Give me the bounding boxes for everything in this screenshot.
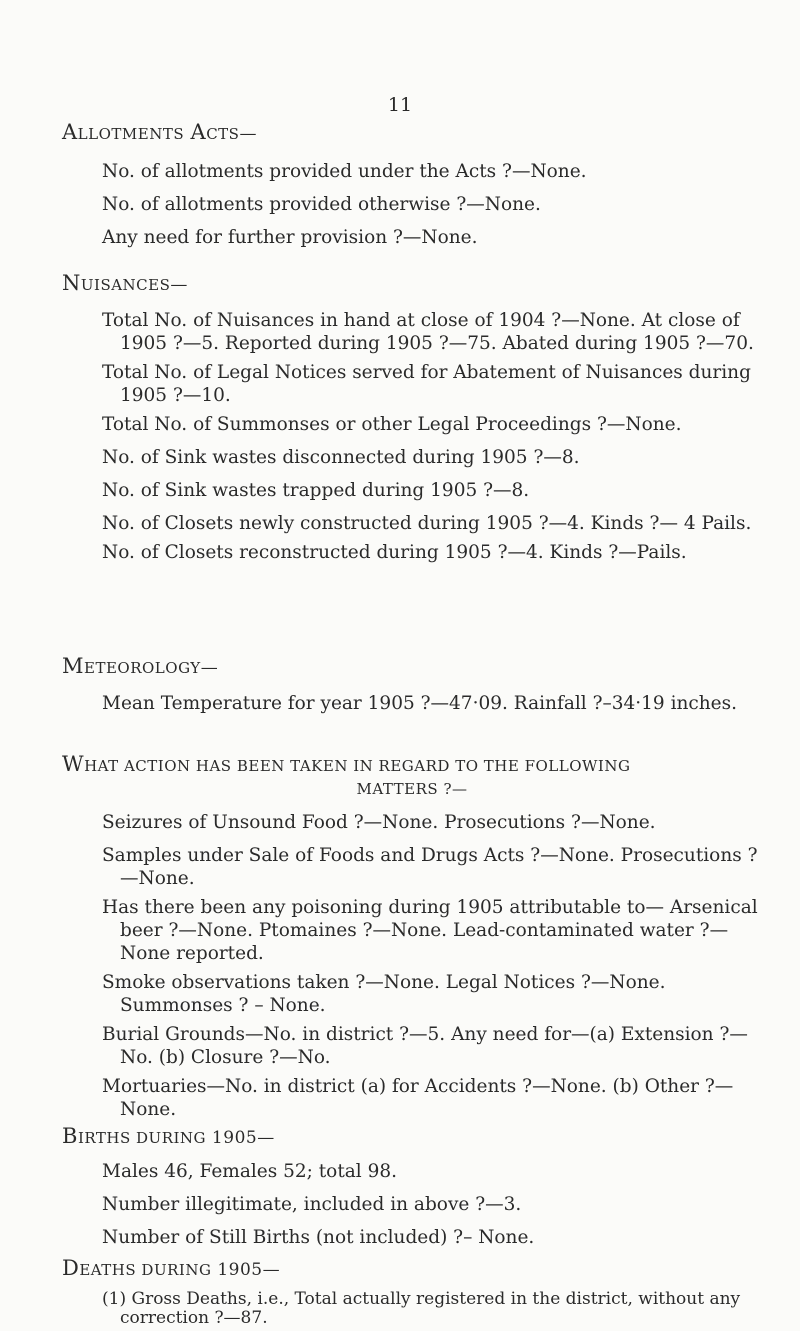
section-deaths bbox=[62, 1257, 762, 1292]
nuisances-item: No. of Sink wastes disconnected during 1905 ?—8. bbox=[102, 447, 580, 468]
heading-action: WHAT ACTION HAS BEEN TAKEN IN REGARD TO THE FOLLOWING MATTERS ?— bbox=[62, 752, 631, 798]
action-item: Has there been any poisoning during 1905 attributable to— Arsenical beer ?—None. Ptomaines ?—None. Lead-contaminated water ?—None reported. bbox=[102, 897, 758, 964]
nuisances-item: Total No. of Legal Notices served for Abatement of Nuisances during 1905 ?—10. bbox=[102, 362, 751, 406]
meteorology-item: Mean Temperature for year 1905 ?—47·09. Rainfall ?–34·19 inches. bbox=[102, 693, 738, 714]
action-item: Burial Grounds—No. in district ?—5. Any need for—(a) Extension ?—No. (b) Closure ?—No. bbox=[102, 1024, 748, 1068]
heading-births: BIRTHS DURING 1905— bbox=[62, 1124, 275, 1148]
heading-meteorology: METEOROLOGY— bbox=[62, 654, 219, 678]
births-item: Number of Still Births (not included) ?– None. bbox=[102, 1227, 535, 1248]
nuisances-item: No. of Sink wastes trapped during 1905 ?—8. bbox=[102, 480, 530, 501]
allotments-item: No. of allotments provided under the Acts ?—None. bbox=[102, 161, 587, 182]
nuisances-item: No. of Closets reconstructed during 1905 ?—4. Kinds ?—Pails. bbox=[102, 542, 687, 563]
section-meteorology bbox=[62, 655, 762, 725]
action-item: Seizures of Unsound Food ?—None. Prosecutions ?—None. bbox=[102, 812, 656, 833]
action-item: Smoke observations taken ?—None. Legal Notices ?—None. Summonses ? – None. bbox=[102, 972, 666, 1016]
section-births bbox=[62, 1125, 762, 1259]
section-deaths-items bbox=[62, 1290, 762, 1331]
nuisances-item: No. of Closets newly constructed during 1905 ?—4. Kinds ?— 4 Pails. bbox=[102, 513, 752, 534]
births-item: Males 46, Females 52; total 98. bbox=[102, 1161, 398, 1182]
page-number: 11 bbox=[387, 94, 413, 116]
allotments-item: Any need for further provision ?—None. bbox=[102, 227, 478, 248]
section-allotments bbox=[62, 121, 762, 259]
section-action bbox=[62, 753, 762, 1131]
section-nuisances bbox=[62, 272, 762, 574]
heading-nuisances: NUISANCES— bbox=[62, 271, 188, 295]
nuisances-item: Total No. of Nuisances in hand at close of 1904 ?—None. At close of 1905 ?—5. Reported during 1905 ?—75. Abated during 1905 ?—70. bbox=[102, 310, 754, 354]
action-item: Samples under Sale of Foods and Drugs Acts ?—None. Prosecutions ?—None. bbox=[102, 845, 758, 889]
heading-allotments: ALLOTMENTS ACTS— bbox=[62, 120, 257, 144]
nuisances-item: Total No. of Summonses or other Legal Proceedings ?—None. bbox=[102, 414, 682, 435]
allotments-item: No. of allotments provided otherwise ?—None. bbox=[102, 194, 541, 215]
deaths-item: (1) Gross Deaths, i.e., Total actually registered in the district, without any correction ?—87. bbox=[102, 1289, 741, 1328]
action-item: Mortuaries—No. in district (a) for Accidents ?—None. (b) Other ?—None. bbox=[102, 1076, 734, 1120]
heading-deaths: DEATHS DURING 1905— bbox=[62, 1256, 281, 1280]
births-item: Number illegitimate, included in above ?—3. bbox=[102, 1194, 522, 1215]
